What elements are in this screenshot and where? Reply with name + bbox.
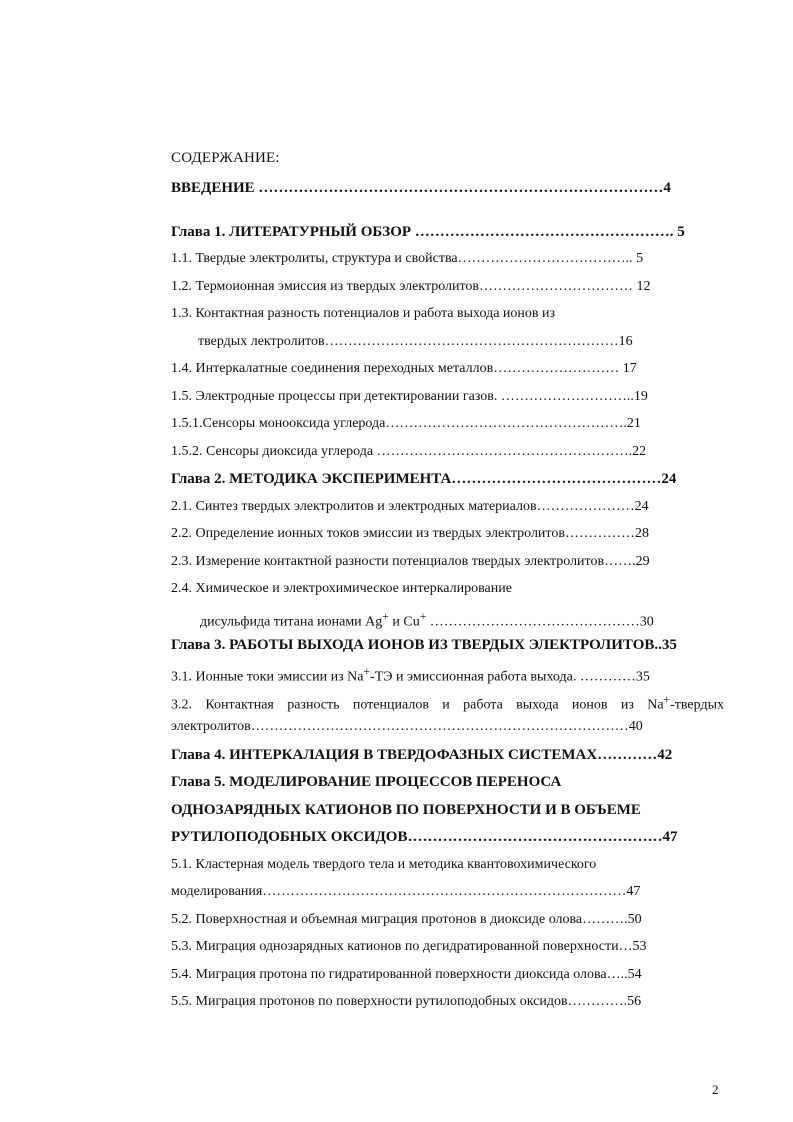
toc-entry-1-2: 1.2. Термоионная эмиссия из твердых электролитов…………………………… 12 [171, 279, 651, 294]
toc-entry-5-4: 5.4. Миграция протона по гидратированной поверхности диоксида олова…..54 [171, 967, 642, 982]
toc-entry-chapter-5: Глава 5. МОДЕЛИРОВАНИЕ ПРОЦЕССОВ ПЕРЕНОСА [171, 774, 562, 790]
toc-entry-2-1: 2.1. Синтез твердых электролитов и электродных материалов…………………24 [171, 499, 649, 514]
toc-entry-5-1-cont: моделирования……………………………………………………………………47 [171, 884, 641, 899]
toc-entry-3-2: 3.2. Контактная разность потенциалов и работа выхода ионов из Na+-твердых [171, 693, 724, 713]
toc-entry-5-1: 5.1. Кластерная модель твердого тела и методика квантовохимического [171, 857, 597, 872]
toc-title: СОДЕРЖАНИЕ: [171, 150, 280, 166]
page-number: 2 [712, 1082, 719, 1097]
toc-entry-2-2: 2.2. Определение ионных токов эмиссии из твердых электролитов……………28 [171, 526, 649, 541]
toc-entry-1-5: 1.5. Электродные процессы при детектировании газов. ………………………..19 [171, 389, 648, 404]
toc-entry-chapter-1: Глава 1. ЛИТЕРАТУРНЫЙ ОБЗОР ……………………………………………. 5 [171, 224, 685, 240]
toc-entry-2-3: 2.3. Измерение контактной разности потенциалов твердых электролитов…….29 [171, 554, 650, 569]
toc-entry-2-4-cont: дисульфида титана ионами Ag+ и Cu+ ………………………………………30 [200, 610, 654, 630]
toc-entry-1-4: 1.4. Интеркалатные соединения переходных металлов……………………… 17 [171, 361, 637, 376]
toc-entry-introduction: ВВЕДЕНИЕ ………………………………………………………………………4 [171, 180, 671, 196]
toc-entry-3-1: 3.1. Ионные токи эмиссии из Na+-ТЭ и эмиссионная работа выхода. …………35 [171, 665, 650, 685]
toc-entry-2-4: 2.4. Химическое и электрохимическое интеркалирование [171, 581, 512, 596]
toc-entry-1-5-2: 1.5.2. Сенсоры диоксида углерода ……………………………………………….22 [171, 444, 647, 459]
toc-entry-1-1: 1.1. Твердые электролиты, структура и свойства……………………………….. 5 [171, 251, 644, 266]
toc-entry-chapter-3: Глава 3. РАБОТЫ ВЫХОДА ИОНОВ ИЗ ТВЕРДЫХ ЭЛЕКТРОЛИТОВ..35 [171, 637, 677, 653]
toc-entry-chapter-4: Глава 4. ИНТЕРКАЛАЦИЯ В ТВЕРДОФАЗНЫХ СИСТЕМАХ…………42 [171, 747, 673, 763]
toc-entry-1-3: 1.3. Контактная разность потенциалов и работа выхода ионов из [171, 306, 556, 321]
toc-entry-5-3: 5.3. Миграция однозарядных катионов по дегидратированной поверхности…53 [171, 939, 647, 954]
toc-entry-3-2-cont: электролитов………………………………………………………………………40 [171, 719, 643, 734]
toc-entry-5-2: 5.2. Поверхностная и объемная миграция протонов в диоксиде олова……….50 [171, 912, 642, 927]
toc-entry-chapter-5-cont-1: ОДНОЗАРЯДНЫХ КАТИОНОВ ПО ПОВЕРХНОСТИ И В ОБЪЕМЕ [171, 802, 641, 818]
toc-entry-1-3-cont: твердых лектролитов………………………………………………………16 [198, 334, 633, 349]
toc-entry-chapter-5-cont-2: РУТИЛОПОДОБНЫХ ОКСИДОВ……………………………………………47 [171, 829, 678, 845]
toc-entry-5-5: 5.5. Миграция протонов по поверхности рутилоподобных оксидов………….56 [171, 994, 642, 1009]
toc-entry-1-5-1: 1.5.1.Сенсоры монооксида углерода…………………………………………….21 [171, 416, 641, 431]
toc-entry-chapter-2: Глава 2. МЕТОДИКА ЭКСПЕРИМЕНТА……………………………………24 [171, 471, 677, 487]
